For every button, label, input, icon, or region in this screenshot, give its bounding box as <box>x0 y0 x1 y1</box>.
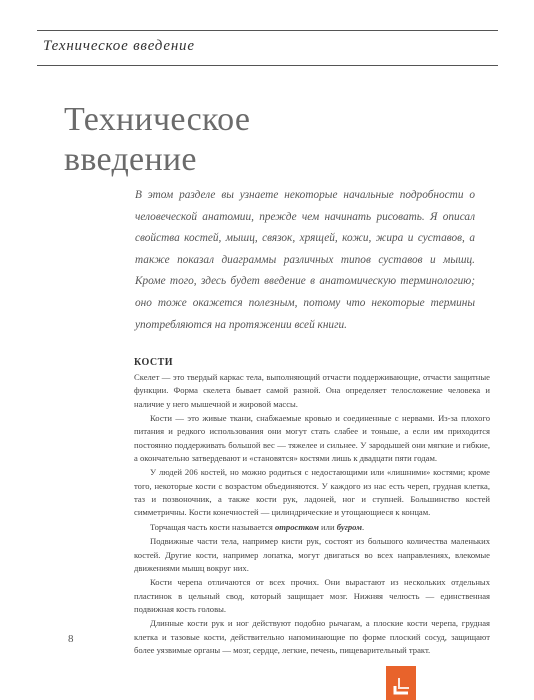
running-header-title: Техническое введение <box>43 38 195 54</box>
p4-middle: или <box>318 521 337 532</box>
term-process: отростком <box>274 521 319 532</box>
intro-paragraph: В этом разделе вы узнаете некоторые начальные подробности о человеческой анатомии, прежде чем начинать рисовать. Я описал свойства костей, мышц, связок, хрящей, кожи, жира и суставов, а также показал диаграммы различных типов суставов и мышц. Кроме того, здесь будет введение в анатомическую терминологию; оно тоже окажется полезным, потому что некоторые термины употребляются на протяжении всей книги. <box>135 189 475 331</box>
body-paragraph: Подвижные части тела, например кисти рук, состоят из большого количества маленьких костей. Другие кости, например лопатка, могут двигаться во всех направлениях, влекомые движениями мышц вокруг них. <box>134 536 490 573</box>
section-body <box>134 371 490 659</box>
section-heading: КОСТИ <box>134 357 174 368</box>
p4-before: Торчащая часть кости называется <box>150 521 275 532</box>
running-header <box>37 30 498 66</box>
p4-after: . <box>362 521 365 532</box>
body-paragraph: Длинные кости рук и ног действуют подобно рычагам, а плоские кости черепа, грудная клетка и тазовые кости, действительно напоминающие по форме плоский сосуд, защищают более уязвимые органы — мозг, сердце, легкие, печень, пищеварительный тракт. <box>134 618 490 656</box>
chapter-title <box>64 100 404 180</box>
body-paragraph: Кости — это живые ткани, снабжаемые кровью и соединенные с нервами. Из-за плохого питания и редкого использования они могут стать слабее и тоньше, а если им приходится постоянно поддерживать большой вес — тяжелее и сильнее. У зародышей они мягкие и гибкие, а окончательно затвердевают и «становятся» костями лишь к двадцати пяти годам. <box>134 413 490 463</box>
body-paragraph: У людей 206 костей, но можно родиться с недостающими или «лишними» костями; кроме того, некоторые кости с возрастом объединяются. У каждого из нас есть череп, грудная клетка, таз и позвоночник, а также кости рук, ладоней, ног и ступней. Большинство костей симметричны. Кости конечностей — цилиндрические и утощающиеся к концам. <box>134 467 490 518</box>
publisher-logo-icon <box>386 666 416 700</box>
chapter-title-line2: введение <box>64 141 197 178</box>
term-tubercle: бугром <box>336 521 363 532</box>
body-paragraph: Кости черепа отличаются от всех прочих. Они вырастают из нескольких отдельных пластинок в цельный свод, который защищает мозг. Нижняя челюсть — единственная подвижная кость головы. <box>134 577 490 614</box>
body-paragraph-emphasis <box>134 521 490 534</box>
page-number: 8 <box>68 633 74 645</box>
chapter-title-line1: Техническое <box>64 101 251 138</box>
body-paragraph: Скелет — это твердый каркас тела, выполняющий отчасти поддерживающие, отчасти защитные функции. Форма скелета бывает самой разной. Она определяет телосложение человека и наличие у него мышечной и жировой массы. <box>134 372 490 409</box>
